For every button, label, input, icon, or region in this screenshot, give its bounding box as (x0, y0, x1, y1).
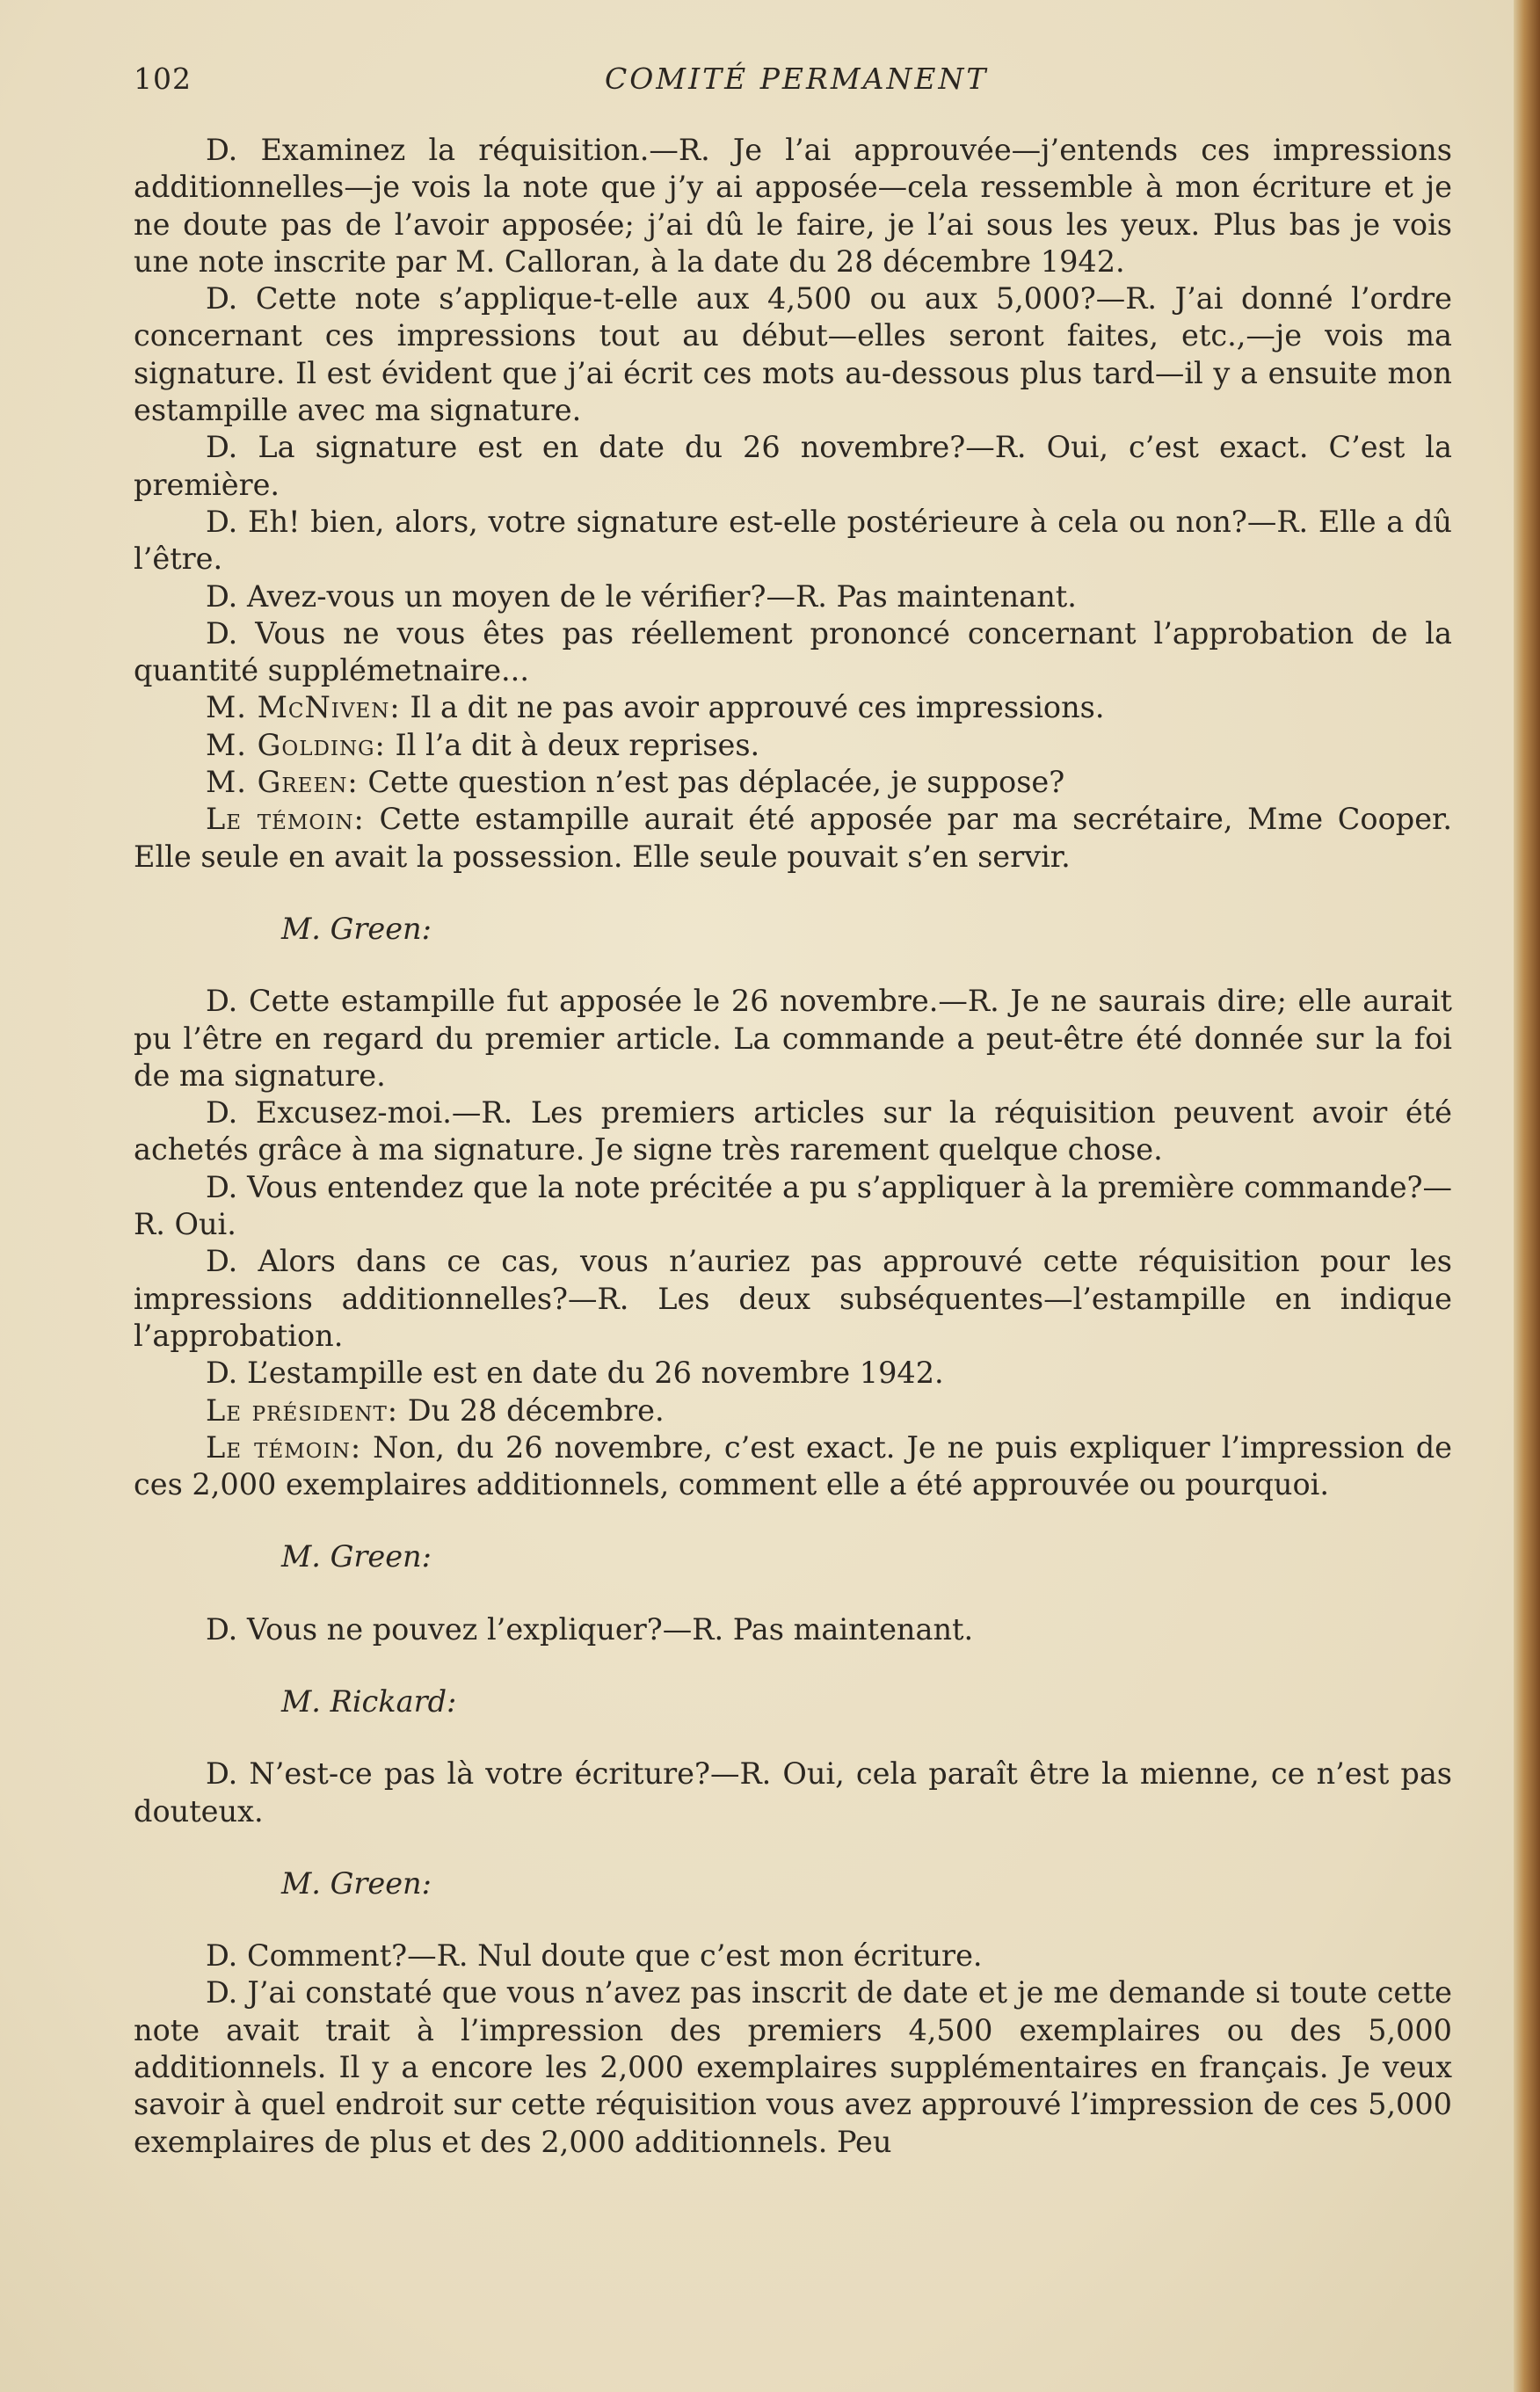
paragraph-text: D. Vous entendez que la note précitée a pu s’appliquer à la première commande?—R. Oui. (134, 1169, 1452, 1242)
speaker-paragraph (134, 1429, 1452, 1504)
question-answer-paragraph (134, 983, 1452, 1094)
question-answer-paragraph (134, 1094, 1452, 1169)
speaker-name: M. Golding: (206, 727, 386, 762)
speaker-paragraph (134, 764, 1452, 801)
paragraph-text: D. Excusez-moi.—R. Les premiers articles sur la réquisition peuvent avoir été achetés grâce à ma signature. Je signe très rarement quelque chose. (134, 1095, 1452, 1167)
paragraph-text: Il a dit ne pas avoir approuvé ces impressions. (400, 690, 1105, 725)
paragraph-text: D. Vous ne vous êtes pas réellement prononcé concernant l’approbation de la quantité supplémetnaire... (134, 615, 1452, 688)
speaker-name: M. McNiven: (206, 690, 401, 725)
running-head: COMITÉ PERMANENT (605, 62, 989, 96)
speaker-paragraph (134, 727, 1452, 764)
speaker-name: Le président: (206, 1392, 399, 1428)
page-edge (1514, 0, 1540, 2392)
paragraph-text: D. Avez-vous un moyen de le vérifier?—R. Pas maintenant. (206, 578, 1077, 614)
question-answer-paragraph (134, 429, 1452, 504)
speaker-paragraph (134, 801, 1452, 876)
speaker-name: M. Green: (206, 765, 359, 800)
question-answer-paragraph (134, 1169, 1452, 1244)
paragraph-text: Cette estampille aurait été apposée par ma secrétaire, Mme Cooper. Elle seule en avait la possession. Elle seule pouvait s’en servir. (134, 802, 1453, 874)
question-answer-paragraph (134, 504, 1452, 578)
question-answer-paragraph (134, 578, 1452, 615)
speaker-heading: M. Green: (281, 1865, 432, 1901)
speaker-heading: M. Green: (281, 1539, 432, 1574)
question-answer-paragraph (134, 1355, 1452, 1392)
paragraph-text: D. Cette note s’applique-t-elle aux 4,500 ou aux 5,000?—R. J’ai donné l’ordre concernant ces impressions tout au début—elles seront faites, etc.,—je vois ma signature. Il est évident que j’ai écrit ces mots au-dessous plus tard—il y a ensuite mon estampille avec ma signature. (134, 281, 1452, 428)
speaker-paragraph (134, 689, 1452, 726)
question-answer-paragraph (134, 1938, 1452, 1974)
question-answer-paragraph (134, 280, 1452, 429)
paragraph-text: D. La signature est en date du 26 novembre?—R. Oui, c’est exact. C’est la première. (134, 430, 1452, 502)
paragraph-text: D. Eh! bien, alors, votre signature est-elle postérieure à cela ou non?—R. Elle a dû l’être. (134, 504, 1452, 577)
speaker-name: Le témoin: (206, 1429, 362, 1465)
paragraph-text: D. Comment?—R. Nul doute que c’est mon écriture. (206, 1938, 983, 1974)
speaker-heading: M. Green: (281, 911, 432, 946)
paragraph-text: D. Examinez la réquisition.—R. Je l’ai approuvée—j’entends ces impressions additionnelles—je vois la note que j’y ai apposée—cela ressemble à mon écriture et je ne doute pas de l’avoir apposée; j’ai dû le faire, je l’ai sous les yeux. Plus bas je vois une note inscrite par M. Calloran, à la date du 28 décembre 1942. (134, 133, 1452, 279)
paragraph-text: D. Vous ne pouvez l’expliquer?—R. Pas maintenant. (206, 1611, 974, 1647)
paragraph-text: Il l’a dit à deux reprises. (385, 727, 760, 762)
paragraph-text: D. N’est-ce pas là votre écriture?—R. Oui, cela paraît être la mienne, ce n’est pas douteux. (134, 1756, 1452, 1829)
paragraph-text: Du 28 décembre. (398, 1392, 665, 1428)
question-answer-paragraph (134, 615, 1452, 690)
paragraph-text: D. J’ai constaté que vous n’avez pas inscrit de date et je me demande si toute cette note avait trait à l’impression des premiers 4,500 exemplaires ou des 5,000 additionnels. Il y a encore les 2,000 exemplaires supplémentaires en français. Je veux savoir à quel endroit sur cette réquisition vous avez approuvé l’impression de ces 5,000 exemplaires de plus et des 2,000 additionnels. Peu (134, 1975, 1452, 2159)
question-answer-paragraph (134, 1974, 1452, 2160)
speaker-heading: M. Rickard: (281, 1683, 457, 1719)
speaker-paragraph (134, 1392, 1452, 1429)
question-answer-paragraph (134, 1756, 1452, 1830)
paragraph-text: D. Cette estampille fut apposée le 26 novembre.—R. Je ne saurais dire; elle aurait pu l’être en regard du premier article. La commande a peut-être été donnée sur la foi de ma signature. (134, 984, 1452, 1093)
speaker-name: Le témoin: (206, 802, 365, 837)
page-number: 102 (134, 62, 192, 96)
question-answer-paragraph (134, 1611, 1452, 1648)
transcript-body (134, 132, 1452, 2161)
question-answer-paragraph (134, 132, 1452, 280)
paragraph-text: Non, du 26 novembre, c’est exact. Je ne puis expliquer l’impression de ces 2,000 exemplaires additionnels, comment elle a été approuvée ou pourquoi. (134, 1429, 1452, 1502)
paragraph-text: Cette question n’est pas déplacée, je suppose? (358, 765, 1065, 800)
question-answer-paragraph (134, 1243, 1452, 1355)
page-header (134, 62, 1452, 105)
paragraph-text: D. L’estampille est en date du 26 novembre 1942. (206, 1356, 944, 1391)
paragraph-text: D. Alors dans ce cas, vous n’auriez pas approuvé cette réquisition pour les impressions additionnelles?—R. Les deux subséquentes—l’estampille en indique l’approbation. (134, 1244, 1452, 1353)
